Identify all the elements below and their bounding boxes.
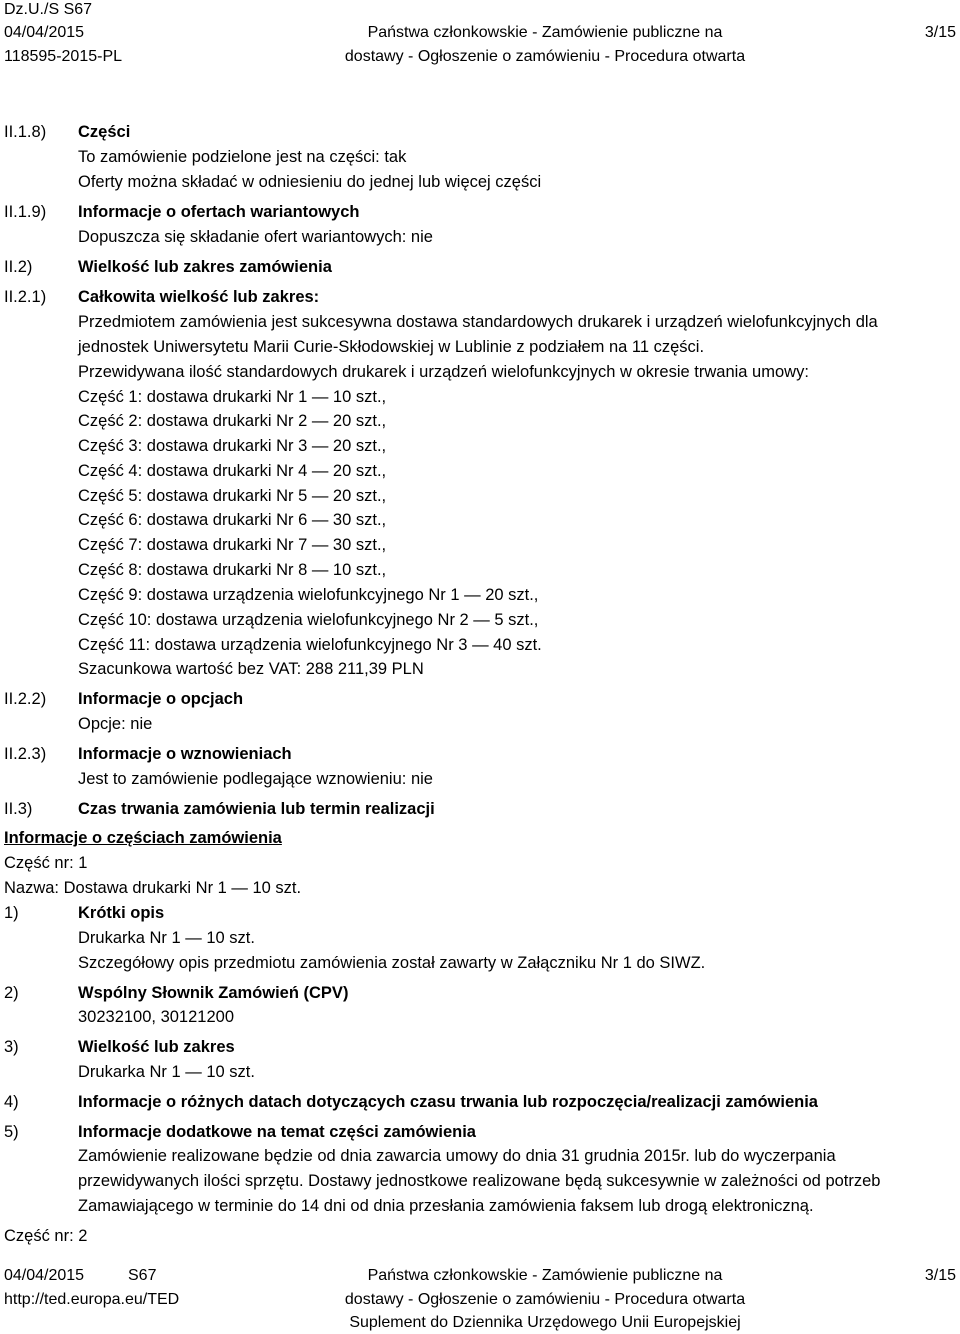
footer-title-line-1: Państwa członkowskie - Zamówienie publiczne na bbox=[367, 1267, 723, 1284]
list-item: Część 3: dostawa drukarki Nr 3 — 20 szt., bbox=[78, 437, 387, 455]
list-item: Część 7: dostawa drukarki Nr 7 — 30 szt., bbox=[78, 536, 387, 554]
item-title: Informacje dodatkowe na temat części zamówienia bbox=[78, 1123, 476, 1141]
item-text: Szczegółowy opis przedmiotu zamówienia został zawarty w Załączniku Nr 1 do SIWZ. bbox=[78, 954, 706, 972]
section-text: Jest to zamówienie podlegające wznowieniu: nie bbox=[78, 770, 433, 788]
item-number: 4) bbox=[4, 1093, 19, 1111]
list-item: Część 11: dostawa urządzenia wielofunkcyjnego Nr 3 — 40 szt. bbox=[78, 636, 542, 654]
item-title: Wspólny Słownik Zamówień (CPV) bbox=[78, 984, 349, 1002]
item-text: Zamawiającego w terminie do 14 dni od dnia przesłania zamówienia faksem lub drogą elektroniczną. bbox=[78, 1197, 814, 1215]
estimated-value: Szacunkowa wartość bez VAT: 288 211,39 PLN bbox=[78, 660, 424, 678]
section-number: II.2.1) bbox=[4, 288, 47, 306]
footer-date: 04/04/2015 bbox=[4, 1267, 85, 1284]
section-text: jednostek Uniwersytetu Marii Curie-Skłodowskiej w Lublinie z podziałem na 11 części. bbox=[78, 338, 705, 356]
section-number: II.1.9) bbox=[4, 203, 47, 221]
header-date: 04/04/2015 bbox=[4, 24, 85, 41]
footer-url[interactable]: http://ted.europa.eu/TED bbox=[4, 1291, 180, 1308]
item-text: Zamówienie realizowane będzie od dnia zawarcia umowy do dnia 31 grudnia 2015r. lub do wyczerpania bbox=[78, 1147, 836, 1165]
section-title: Czas trwania zamówienia lub termin realizacji bbox=[78, 800, 435, 818]
item-text: Drukarka Nr 1 — 10 szt. bbox=[78, 929, 255, 947]
list-item: Część 8: dostawa drukarki Nr 8 — 10 szt., bbox=[78, 561, 387, 579]
section-number: II.3) bbox=[4, 800, 33, 818]
section-text: Oferty można składać w odniesieniu do jednej lub więcej części bbox=[78, 173, 542, 191]
header-title-line-2: dostawy - Ogłoszenie o zamówieniu - Procedura otwarta bbox=[344, 48, 746, 65]
part-name: Nazwa: Dostawa drukarki Nr 1 — 10 szt. bbox=[4, 879, 302, 897]
section-text: Opcje: nie bbox=[78, 715, 153, 733]
section-title: Całkowita wielkość lub zakres: bbox=[78, 288, 320, 306]
header-doc-id: Dz.U./S S67 bbox=[4, 1, 93, 18]
list-item: Część 5: dostawa drukarki Nr 5 — 20 szt., bbox=[78, 487, 387, 505]
item-number: 1) bbox=[4, 904, 19, 922]
item-title: Wielkość lub zakres bbox=[78, 1038, 235, 1056]
list-item: Część 4: dostawa drukarki Nr 4 — 20 szt., bbox=[78, 462, 387, 480]
cpv-codes: 30232100, 30121200 bbox=[78, 1008, 234, 1026]
footer-page-number: 3/15 bbox=[924, 1267, 956, 1284]
list-item: Część 1: dostawa drukarki Nr 1 — 10 szt., bbox=[78, 388, 387, 406]
section-title: Części bbox=[78, 123, 131, 141]
section-number: II.1.8) bbox=[4, 123, 47, 141]
item-text: Drukarka Nr 1 — 10 szt. bbox=[78, 1063, 255, 1081]
section-text: To zamówienie podzielone jest na części: tak bbox=[78, 148, 407, 166]
section-title: Informacje o opcjach bbox=[78, 690, 244, 708]
item-text: przewidywanych ilości sprzętu. Dostawy jednostkowe realizowane będą sukcesywnie w zależności od potrzeb bbox=[78, 1172, 881, 1190]
header-title-line-1: Państwa członkowskie - Zamówienie publiczne na bbox=[367, 24, 723, 41]
item-number: 2) bbox=[4, 984, 19, 1002]
list-item: Część 9: dostawa urządzenia wielofunkcyjnego Nr 1 — 20 szt., bbox=[78, 586, 539, 604]
footer-title-line-2: dostawy - Ogłoszenie o zamówieniu - Procedura otwarta bbox=[344, 1291, 746, 1308]
item-number: 5) bbox=[4, 1123, 19, 1141]
item-title: Informacje o różnych datach dotyczących czasu trwania lub rozpoczęcia/realizacji zamówienia bbox=[78, 1093, 818, 1111]
section-text: Przewidywana ilość standardowych drukarek i urządzeń wielofunkcyjnych w okresie trwania umowy: bbox=[78, 363, 809, 381]
section-text: Przedmiotem zamówienia jest sukcesywna dostawa standardowych drukarek i urządzeń wielofunkcyjnych dla bbox=[78, 313, 878, 331]
part-number: Część nr: 1 bbox=[4, 854, 88, 872]
section-text: Dopuszcza się składanie ofert wariantowych: nie bbox=[78, 228, 433, 246]
header-page-number: 3/15 bbox=[924, 24, 956, 41]
section-number: II.2.3) bbox=[4, 745, 47, 763]
footer-title-line-3: Suplement do Dziennika Urzędowego Unii Europejskiej bbox=[349, 1314, 741, 1331]
footer-series: S67 bbox=[128, 1267, 157, 1284]
section-title: Informacje o ofertach wariantowych bbox=[78, 203, 360, 221]
next-part-number: Część nr: 2 bbox=[4, 1227, 88, 1245]
section-number: II.2) bbox=[4, 258, 33, 276]
section-title: Informacje o wznowieniach bbox=[78, 745, 292, 763]
parts-heading: Informacje o częściach zamówienia bbox=[4, 829, 282, 847]
item-number: 3) bbox=[4, 1038, 19, 1056]
section-title: Wielkość lub zakres zamówienia bbox=[78, 258, 332, 276]
list-item: Część 2: dostawa drukarki Nr 2 — 20 szt., bbox=[78, 412, 387, 430]
list-item: Część 6: dostawa drukarki Nr 6 — 30 szt., bbox=[78, 511, 387, 529]
item-title: Krótki opis bbox=[78, 904, 165, 922]
section-number: II.2.2) bbox=[4, 690, 47, 708]
header-reference: 118595-2015-PL bbox=[4, 48, 123, 65]
list-item: Część 10: dostawa urządzenia wielofunkcyjnego Nr 2 — 5 szt., bbox=[78, 611, 539, 629]
